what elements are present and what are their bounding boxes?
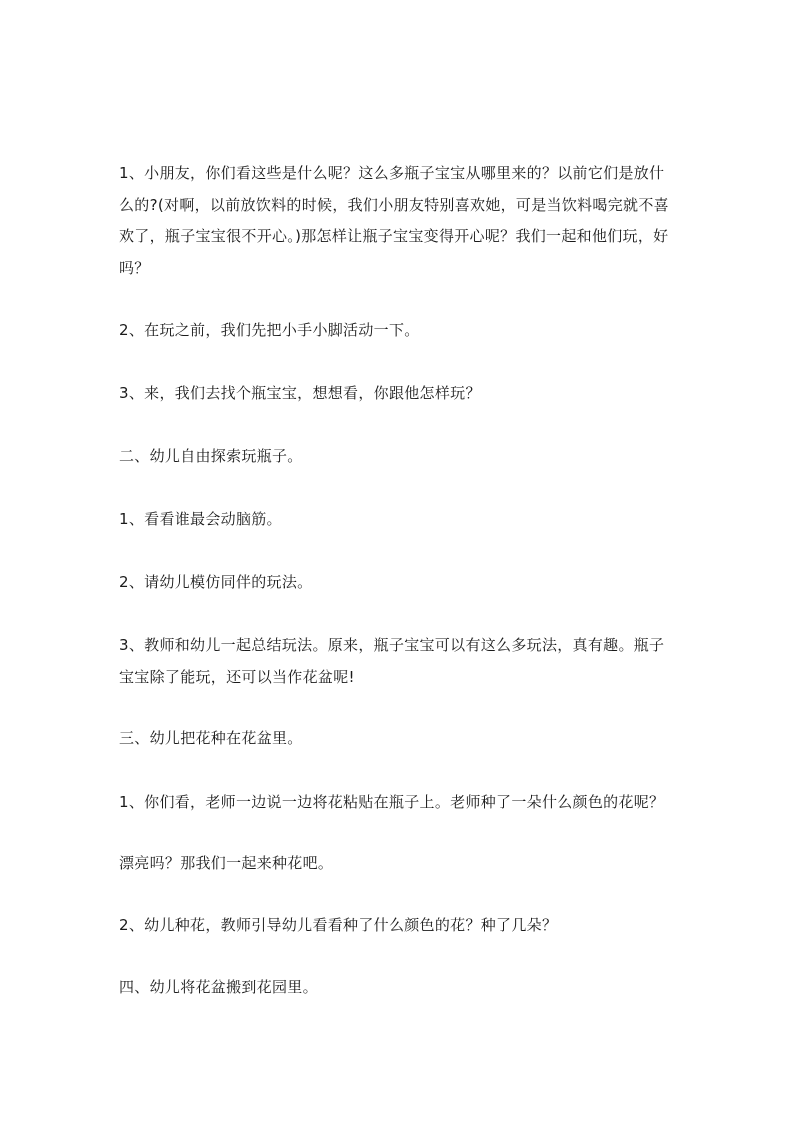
- section-heading-4: 四、幼儿将花盆搬到花园里。: [119, 978, 318, 996]
- paragraph-find-bottle: 3、来，我们去找个瓶宝宝，想想看，你跟他怎样玩？: [119, 384, 481, 402]
- paragraph-teacher-demo: 1、你们看，老师一边说一边将花粘贴在瓶子上。老师种了一朵什么颜色的花呢？: [119, 793, 665, 811]
- paragraph-imitate: 2、请幼儿模仿同伴的玩法。: [119, 573, 313, 591]
- paragraph-warmup: 2、在玩之前，我们先把小手小脚活动一下。: [119, 321, 420, 339]
- section-heading-3: 三、幼儿把花种在花盆里。: [119, 729, 303, 747]
- paragraph-plant-together: 漂亮吗？那我们一起来种花吧。: [119, 854, 334, 872]
- paragraph-intro-questions: 1、小朋友，你们看这些是什么呢？这么多瓶子宝宝从哪里来的？以前它们是放什么的?(对啊，以前放饮料的时候，我们小朋友特别喜欢她，可是当饮料喝完就不喜欢了，瓶子宝宝很不开心。)那怎样让瓶子宝宝变得开心呢？我们一起和他们玩，好吗？: [119, 164, 669, 277]
- paragraph-summary: 3、教师和幼儿一起总结玩法。原来，瓶子宝宝可以有这么多玩法，真有趣。瓶子宝宝除了能玩，还可以当作花盆呢!: [119, 636, 665, 686]
- section-heading-2: 二、幼儿自由探索玩瓶子。: [119, 447, 303, 465]
- paragraph-children-plant: 2、幼儿种花，教师引导幼儿看看种了什么颜色的花？种了几朵？: [119, 916, 558, 934]
- paragraph-think: 1、看看谁最会动脑筋。: [119, 510, 282, 528]
